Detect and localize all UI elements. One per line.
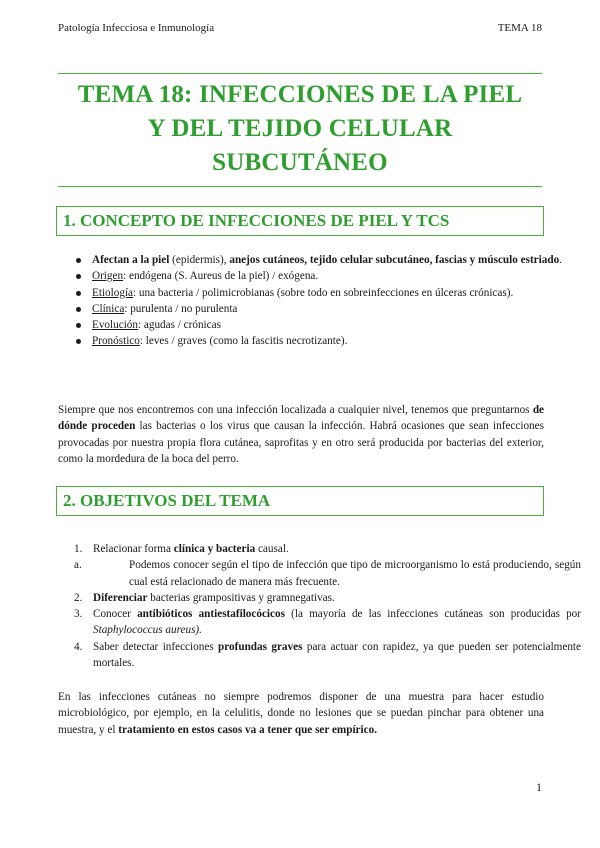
objectives-paragraph: [58, 689, 544, 738]
list-item: [92, 268, 574, 284]
sub-item-text: Podemos conocer según el tipo de infección que tipo de microorganismo lo está produciendo, según cual está relacionado de manera más frecuente.: [129, 559, 581, 588]
item-text: bacterias grampositivas y gramnegativas.: [147, 591, 335, 604]
item-text: (la mayoría de las infecciones cutáneas son producidas por: [284, 608, 581, 621]
item-bold-text: clínica y bacteria: [173, 543, 256, 555]
title-line-3: SUBCUTÁNEO: [212, 149, 388, 176]
bullet-text: : una bacteria / polimicrobianas (sobre todo en sobreinfecciones en úlceras crónicas).: [133, 286, 514, 299]
list-item: [92, 333, 574, 349]
bullet-text: : leves / graves (como la fascitis necrotizante).: [139, 335, 348, 348]
paragraph-text: Siempre que nos encontremos con una infección localizada a cualquier nivel, tenemos que preguntarnos: [58, 404, 533, 416]
bullet-bold-text: anejos cutáneos, tejido celular subcutáneo, fascias y músculo estriado: [229, 254, 560, 266]
list-item: [74, 639, 582, 672]
objectives-list: [58, 541, 581, 671]
title-top-rule: [58, 73, 542, 74]
page-header: [58, 22, 542, 34]
title-line-1: TEMA 18: INFECCIONES DE LA PIEL: [77, 81, 523, 108]
item-text: Saber detectar infecciones: [93, 640, 219, 653]
item-italic-text: Staphylococcus aureus).: [93, 624, 202, 637]
item-text: causal.: [255, 543, 289, 555]
list-item: [74, 590, 581, 606]
concept-bullet-list: [64, 252, 574, 350]
page-number: 1: [536, 780, 542, 794]
bullet-text: : agudas / crónicas: [138, 319, 221, 332]
paragraph-text: En las infecciones cutáneas no siempre podremos disponer de una muestra para hacer estudio microbiológico, por ejemplo, en la celulitis, donde no lesiones que se puedan pinchar para obtener una muestra, y el: [58, 691, 544, 736]
sub-list-item: [74, 557, 581, 590]
sub-item-letter: a.: [74, 559, 82, 572]
paragraph-text: las bacterias o los virus que causan la infección. Habrá ocasiones que sean infecciones provocadas por nuestra propia flora cutánea, saprofitas y en otro será producida por bacterias del exterior, como la mordedura de la boca del perro.: [58, 420, 544, 465]
item-text: para actuar con rapidez, ya que pueden ser potencialmente mortales.: [93, 640, 582, 670]
bullet-label: Pronóstico: [92, 335, 140, 348]
bullet-text: (epidermis),: [169, 254, 230, 266]
bullet-label: Evolución: [92, 319, 138, 332]
paragraph-bold-text: tratamiento en estos casos va a tener que ser empírico.: [118, 723, 377, 736]
item-bold-text: Diferenciar: [93, 591, 148, 604]
section-1-heading: 1. CONCEPTO DE INFECCIONES DE PIEL Y TCS: [56, 206, 544, 236]
item-text: Conocer: [93, 608, 138, 621]
list-item: [74, 606, 581, 639]
item-text: Relacionar forma: [93, 543, 174, 555]
bullet-text: : purulenta / no purulenta: [124, 302, 238, 315]
bullet-label: Etiología: [92, 286, 134, 299]
list-item: [92, 252, 574, 268]
header-topic-number: TEMA 18: [497, 22, 542, 34]
list-item: [92, 317, 574, 333]
page-title: [58, 78, 542, 180]
title-line-2: Y DEL TEJIDO CELULAR: [147, 115, 453, 142]
header-course-title: Patología Infecciosa e Inmunología: [58, 22, 215, 34]
title-bottom-rule: [58, 186, 542, 187]
item-number: 1.: [74, 543, 83, 555]
bullet-label: Origen: [92, 270, 124, 283]
section-2-heading: 2. OBJETIVOS DEL TEMA: [56, 486, 544, 516]
bullet-text: : endógena (S. Aureus de la piel) / exógena.: [123, 270, 319, 283]
item-bold-text: profundas graves: [218, 640, 303, 653]
item-number: 2.: [74, 591, 83, 604]
bullet-label: Clínica: [92, 302, 125, 315]
concept-paragraph: [58, 402, 544, 467]
item-number: 4.: [74, 640, 83, 653]
paragraph-bold-text: de dónde proceden: [58, 404, 544, 433]
item-number: 3.: [74, 608, 83, 621]
bullet-bold-text: Afectan a la piel: [92, 254, 170, 266]
list-item: [92, 285, 574, 301]
list-item: [74, 541, 581, 590]
list-item: [92, 301, 574, 317]
item-bold-text: antibióticos antiestafilocócicos: [137, 608, 285, 621]
bullet-text: .: [559, 254, 562, 266]
